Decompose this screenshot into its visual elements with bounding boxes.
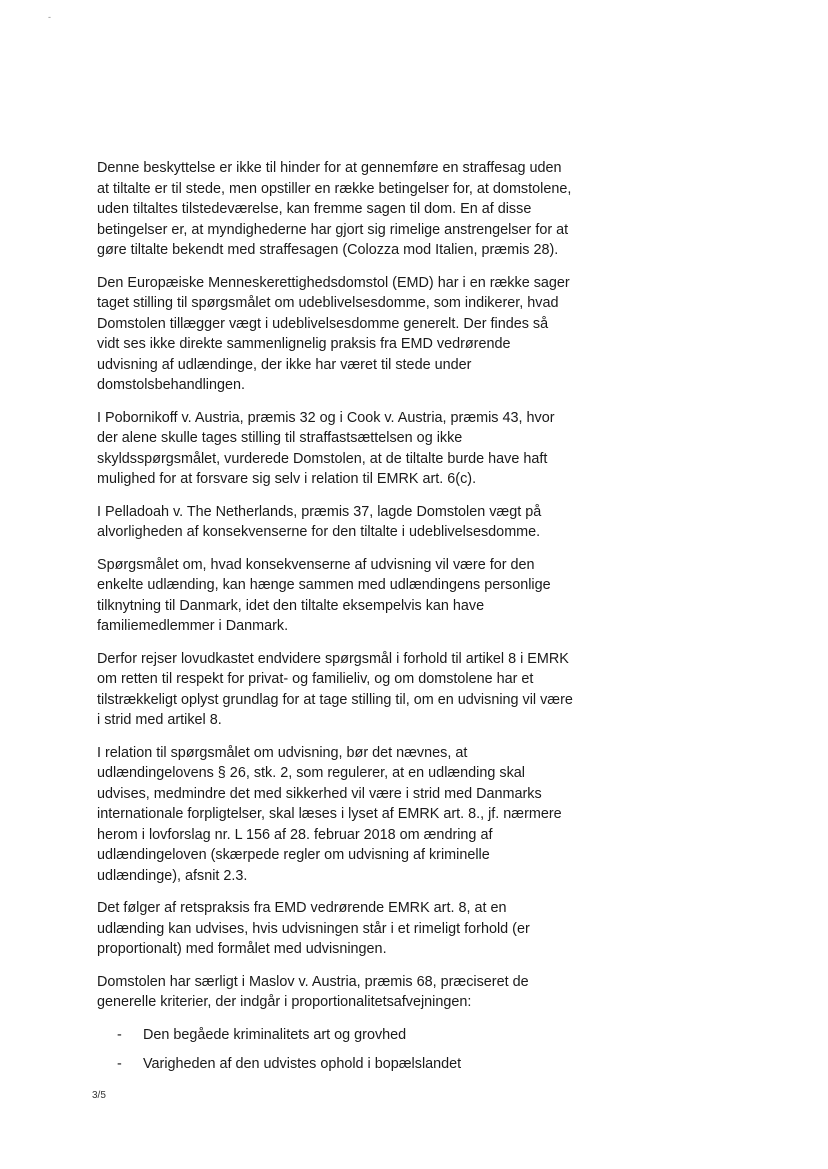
paragraph-2: Den Europæiske Menneskerettighedsdomstol (EMD) har i en række sager taget stilling til spørgsmålet om udeblivelsesdomme, som indikerer, hvad Domstolen tillægger vægt i udeblivelsesdomme generelt. Der findes så vidt ses ikke direkte sammenlignelig praksis fra EMD vedrørende udvisning af udlændinge, der ikke har været til stede under domstolsbehandlingen.	[97, 274, 570, 393]
list-item-text: Den begåede kriminalitets art og grovhed	[143, 1026, 407, 1043]
list-item-text: Varigheden af den udvistes ophold i bopælslandet	[143, 1056, 462, 1072]
list-item	[97, 1054, 573, 1075]
paragraph-4: I Pelladoah v. The Netherlands, præmis 37, lagde Domstolen vægt på alvorligheden af konsekvenserne for den tiltalte i udeblivelsesdomme.	[97, 503, 542, 540]
paragraph-7: I relation til spørgsmålet om udvisning, bør det nævnes, at udlændingelovens § 26, stk. 2, som regulerer, at en udlænding skal udvises, medmindre det med sikkerhed vil være i strid med Danmarks internationale forpligtelser, skal læses i lyset af EMRK art. 8., jf. nærmere herom i lovforslag nr. L 156 af 28. februar 2018 om ændring af udlændingeloven (skærpede regler om udvisning af kriminelle udlændinge), afsnit 2.3.	[97, 744, 562, 884]
page-number: 3/5	[92, 1090, 106, 1101]
dash-bullet-icon: -	[117, 1056, 122, 1072]
criteria-list	[97, 1025, 573, 1075]
corner-mark: -	[48, 12, 51, 22]
paragraph-8: Det følger af retspraksis fra EMD vedrørende EMRK art. 8, at en udlænding kan udvises, hvis udvisningen står i et rimeligt forhold (er proportionalt) med formålet med udvisningen.	[97, 900, 530, 957]
paragraph-3: I Pobornikoff v. Austria, præmis 32 og i Cook v. Austria, præmis 43, hvor der alene skulle tages stilling til straffastsættelsen og ikke skyldsspørgsmålet, vurderede Domstolen, at de tiltalte burde have haft mulighed for at forsvare sig selv i relation til EMRK art. 6(c).	[97, 409, 555, 487]
paragraph-1: Denne beskyttelse er ikke til hinder for at gennemføre en straffesag uden at tiltalte er til stede, men opstiller en række betingelser for, at domstolene, uden tiltaltes tilstedeværelse, kan fremme sagen til dom. En af disse betingelser er, at myndighederne har gjort sig rimelige anstrengelser for at gøre tiltalte bekendt med straffesagen (Colozza mod Italien, præmis 28).	[97, 160, 572, 258]
paragraph-6: Derfor rejser lovudkastet endvidere spørgsmål i forhold til artikel 8 i EMRK om retten til respekt for privat- og familieliv, og om domstolene har et tilstrækkeligt oplyst grundlag for at tage stilling til, om en udvisning vil være i strid med artikel 8.	[97, 650, 573, 728]
dash-bullet-icon: -	[117, 1026, 122, 1043]
paragraph-5: Spørgsmålet om, hvad konsekvenserne af udvisning vil være for den enkelte udlænding, kan hænge sammen med udlændingens personlige tilknytning til Danmark, idet den tiltalte eksempelvis kan have familiemedlemmer i Danmark.	[97, 556, 551, 634]
list-item	[97, 1025, 573, 1046]
document-body	[97, 158, 573, 1084]
paragraph-9: Domstolen har særligt i Maslov v. Austria, præmis 68, præciseret de generelle kriterier, der indgår i proportionalitetsafvejningen:	[97, 973, 529, 1010]
